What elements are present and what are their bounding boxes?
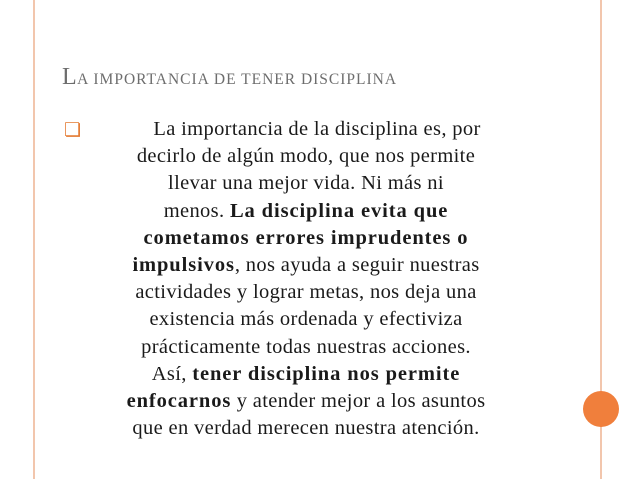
body-text: y atender mejor a los asuntos xyxy=(231,390,486,413)
body-line: decirlo de algún modo, que nos permite xyxy=(136,145,476,168)
body-paragraph xyxy=(56,116,556,442)
body-text: Así, xyxy=(151,362,193,385)
body-line xyxy=(56,198,556,225)
body-line xyxy=(56,361,556,388)
body-bold-text: enfocarnos xyxy=(126,390,232,413)
title-initial: L xyxy=(62,64,78,90)
body-line: que en verdad merecen nuestra atención. xyxy=(132,417,480,440)
body-line xyxy=(56,252,556,279)
body-text: La importancia de la disciplina es, por xyxy=(153,118,481,140)
body-line: prácticamente todas nuestras acciones. xyxy=(141,335,471,358)
title-rest: A IMPORTANCIA DE TENER DISCIPLINA xyxy=(77,71,398,88)
body-line xyxy=(56,225,556,252)
hollow-box-bullet-icon: ❏ xyxy=(64,119,82,141)
body-line: llevar una mejor vida. Ni más ni xyxy=(168,172,444,195)
body-line: existencia más ordenada y efectiviza xyxy=(149,308,463,331)
body-line xyxy=(56,388,556,415)
body-line: actividades y lograr metas, nos deja una xyxy=(135,281,477,304)
body-bold-text: La disciplina evita que xyxy=(229,199,449,222)
body-text: , nos ayuda a seguir nuestras xyxy=(234,254,480,277)
body-line xyxy=(56,116,556,143)
body-bold-text: tener disciplina nos permite xyxy=(192,362,461,385)
accent-circle xyxy=(583,391,619,427)
body-text: menos. xyxy=(163,199,230,222)
frame-line-left xyxy=(33,0,35,479)
slide-title xyxy=(62,64,582,91)
body-bold-text: impulsivos xyxy=(132,254,235,277)
body-bold-text: cometamos errores imprudentes o xyxy=(143,226,469,249)
